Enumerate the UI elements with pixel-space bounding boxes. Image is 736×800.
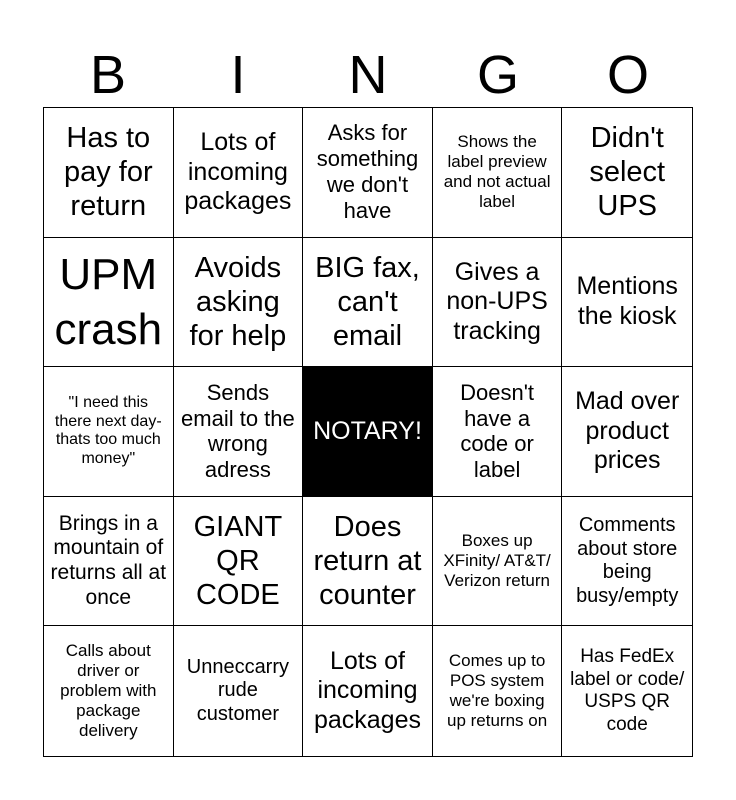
- cell-text: Gives a non-UPS tracking: [446, 257, 548, 345]
- bingo-cell[interactable]: [433, 626, 563, 756]
- bingo-board: [43, 107, 693, 757]
- bingo-cell[interactable]: [303, 626, 433, 756]
- cell-text: "I need this there next day-thats too much money": [54, 393, 162, 468]
- bingo-cell[interactable]: [303, 497, 433, 627]
- cell-text: Asks for something we don't have: [316, 120, 419, 224]
- header-letter-g: G: [476, 45, 519, 105]
- header-letter-b: B: [89, 45, 127, 105]
- bingo-cell[interactable]: [433, 367, 563, 497]
- cell-text: Didn't select UPS: [589, 121, 666, 223]
- cell-text: Brings in a mountain of returns all at once: [50, 511, 167, 609]
- bingo-cell[interactable]: [433, 108, 563, 238]
- bingo-cell[interactable]: [303, 238, 433, 368]
- cell-text: Boxes up XFinity/ AT&T/ Verizon return: [443, 531, 551, 591]
- bingo-header: [43, 44, 693, 106]
- cell-text: Mentions the kiosk: [576, 272, 678, 330]
- bingo-cell[interactable]: [174, 626, 304, 756]
- cell-text: GIANT QR CODE: [193, 510, 283, 612]
- bingo-cell[interactable]: [433, 497, 563, 627]
- header-letter-n: N: [348, 45, 388, 105]
- bingo-cell[interactable]: [174, 497, 304, 627]
- bingo-cell[interactable]: [44, 497, 174, 627]
- bingo-cell[interactable]: [174, 367, 304, 497]
- cell-text: Mad over product prices: [575, 387, 680, 475]
- bingo-cell[interactable]: [562, 497, 692, 627]
- cell-text: Calls about driver or problem with package delivery: [60, 641, 157, 741]
- free-space-cell[interactable]: [303, 367, 433, 497]
- cell-text: Sends email to the wrong adress: [181, 379, 295, 483]
- cell-text: NOTARY!: [313, 416, 422, 445]
- bingo-cell[interactable]: [174, 108, 304, 238]
- cell-text: Doesn't have a code or label: [460, 379, 535, 483]
- header-letter-i: I: [230, 45, 246, 105]
- bingo-cell[interactable]: [174, 238, 304, 368]
- cell-text: Unneccarry rude customer: [186, 655, 290, 725]
- cell-text: Lots of incoming packages: [184, 128, 292, 216]
- cell-text: Avoids asking for help: [189, 251, 287, 352]
- bingo-cell[interactable]: [562, 367, 692, 497]
- bingo-cell[interactable]: [562, 626, 692, 756]
- bingo-cell[interactable]: [303, 108, 433, 238]
- bingo-cell[interactable]: [44, 238, 174, 368]
- bingo-cell[interactable]: [44, 626, 174, 756]
- cell-text: Has FedEx label or code/ USPS QR code: [570, 646, 685, 735]
- cell-text: BIG fax, can't email: [315, 251, 420, 352]
- cell-text: Does return at counter: [313, 510, 422, 612]
- cell-text: Comments about store being busy/empty: [576, 513, 679, 607]
- cell-text: Has to pay for return: [63, 121, 153, 223]
- cell-text: Lots of incoming packages: [313, 646, 421, 734]
- header-letter-o: O: [606, 45, 649, 105]
- bingo-cell[interactable]: [562, 108, 692, 238]
- cell-text: Shows the label preview and not actual label: [443, 132, 551, 212]
- cell-text: Comes up to POS system we're boxing up returns on: [447, 651, 548, 731]
- bingo-cell[interactable]: [562, 238, 692, 368]
- bingo-cell[interactable]: [433, 238, 563, 368]
- cell-text: UPM crash: [54, 249, 163, 354]
- bingo-cell[interactable]: [44, 367, 174, 497]
- bingo-cell[interactable]: [44, 108, 174, 238]
